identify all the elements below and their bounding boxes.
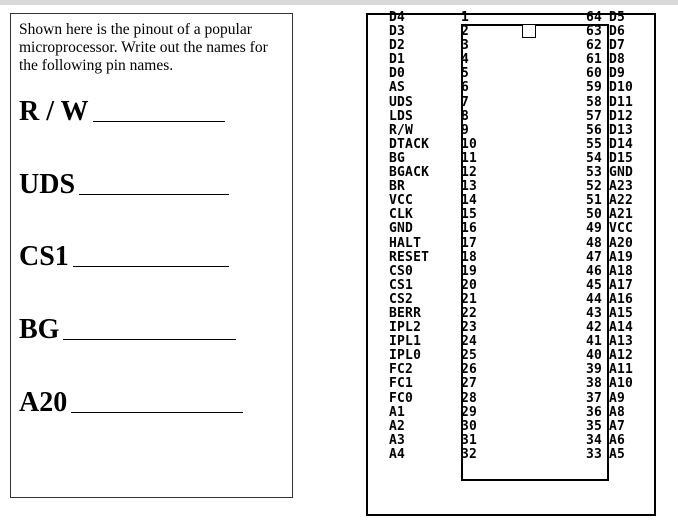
pin-number: 51 [585, 193, 602, 209]
pin-name: D11 [609, 94, 634, 110]
pin-number: 11 [461, 150, 478, 166]
pin-number: 48 [585, 235, 602, 251]
pin-number: 25 [461, 348, 478, 364]
answer-line[interactable] [71, 412, 243, 413]
pin-number: 6 [461, 80, 470, 96]
pin-name: A22 [609, 193, 634, 209]
pin-name: VCC [389, 193, 414, 209]
answer-line[interactable] [93, 121, 225, 122]
pin-name: A6 [609, 432, 626, 448]
pin-number: 26 [461, 362, 478, 378]
pin-label: CS1 [19, 241, 69, 272]
pin-number: 43 [585, 305, 602, 321]
pin-name: A21 [609, 207, 634, 223]
pin-name: IPL2 [389, 320, 422, 336]
pin-number: 9 [461, 122, 470, 138]
pin-number: 13 [461, 179, 478, 195]
pin-name: BR [389, 179, 406, 195]
pin-number: 42 [585, 320, 602, 336]
pin-number: 32 [461, 446, 478, 462]
pin-name: D7 [609, 38, 626, 54]
pin-number: 23 [461, 320, 478, 336]
pin-name: A20 [609, 235, 634, 251]
left-pin-numbers [461, 11, 491, 462]
pin-number: 59 [585, 80, 602, 96]
pin-name: FC2 [389, 362, 414, 378]
pin-number: 4 [461, 52, 470, 68]
pin-name: VCC [609, 221, 634, 237]
pin-name: D2 [389, 38, 406, 54]
pin-number: 57 [585, 108, 602, 124]
pin-name: DTACK [389, 136, 430, 152]
pin-number: 29 [461, 404, 478, 420]
pin-name: GND [609, 165, 634, 181]
pin-number: 14 [461, 193, 478, 209]
pin-number: 54 [585, 150, 602, 166]
pin-number: 37 [585, 390, 602, 406]
question-item-bg [19, 316, 236, 344]
pin-number: 60 [585, 66, 602, 82]
pin-name: A15 [609, 305, 634, 321]
pin-number: 2 [461, 24, 470, 40]
pin-number: 45 [585, 277, 602, 293]
pin-name: CS1 [389, 277, 414, 293]
pin-name: R/W [389, 122, 414, 138]
pin-number: 50 [585, 207, 602, 223]
pin-number: 22 [461, 305, 478, 321]
pin-number: 17 [461, 235, 478, 251]
question-item-a20 [19, 389, 243, 417]
answer-line[interactable] [63, 339, 236, 340]
pin-name: D12 [609, 108, 634, 124]
pin-name: FC1 [389, 376, 414, 392]
question-panel [10, 13, 293, 498]
pin-number: 7 [461, 94, 470, 110]
pin-number: 15 [461, 207, 478, 223]
pin-name: A5 [609, 446, 626, 462]
pin-name: IPL0 [389, 348, 422, 364]
pin-name: D15 [609, 150, 634, 166]
pin-name: A4 [389, 446, 406, 462]
pin-number: 3 [461, 38, 470, 54]
right-pin-numbers [576, 11, 602, 462]
pin-name: D1 [389, 52, 406, 68]
pin-name: A14 [609, 320, 634, 336]
pin-number: 58 [585, 94, 602, 110]
answer-line[interactable] [79, 194, 229, 195]
pin-name: RESET [389, 249, 430, 265]
pin-number: 27 [461, 376, 478, 392]
pin-name: A19 [609, 249, 634, 265]
pin-number: 52 [585, 179, 602, 195]
pin-name: BERR [389, 305, 422, 321]
pin-name: CLK [389, 207, 414, 223]
pin-number: 36 [585, 404, 602, 420]
pin-number: 35 [585, 418, 602, 434]
pin-name: GND [389, 221, 414, 237]
pin-name: A2 [389, 418, 406, 434]
pin-name: AS [389, 80, 406, 96]
pin-number: 56 [585, 122, 602, 138]
pin-number: 53 [585, 165, 602, 181]
pin-name: LDS [389, 108, 414, 124]
pin-number: 49 [585, 221, 602, 237]
pin-name: A13 [609, 334, 634, 350]
pin-number: 1 [461, 10, 470, 25]
pin-name: CS2 [389, 291, 414, 307]
pin-label: BG [19, 314, 60, 345]
question-item-uds [19, 171, 229, 199]
pin-label: R / W [19, 96, 89, 127]
pin-name: FC0 [389, 390, 414, 406]
pin-number: 28 [461, 390, 478, 406]
pin-number: 19 [461, 263, 478, 279]
pin-name: IPL1 [389, 334, 422, 350]
pin1-notch [522, 24, 536, 38]
pin-name: D13 [609, 122, 634, 138]
pin-number: 61 [585, 52, 602, 68]
answer-line[interactable] [73, 266, 229, 267]
pin-name: A17 [609, 277, 634, 293]
question-item-rw [19, 98, 225, 126]
pin-number: 16 [461, 221, 478, 237]
pin-number: 5 [461, 66, 470, 82]
pin-number: 10 [461, 136, 478, 152]
pin-number: 30 [461, 418, 478, 434]
pin-number: 31 [461, 432, 478, 448]
pin-name: A23 [609, 179, 634, 195]
pin-name: D6 [609, 24, 626, 40]
instructions-text: Shown here is the pinout of a popular microprocessor. Write out the names for the following pin names. [19, 21, 268, 74]
top-divider [0, 0, 678, 5]
pin-name: A7 [609, 418, 626, 434]
pin-number: 64 [585, 10, 602, 25]
pin-number: 55 [585, 136, 602, 152]
pin-number: 63 [585, 24, 602, 40]
pin-name: BGACK [389, 165, 430, 181]
pin-number: 47 [585, 249, 602, 265]
right-pin-names [609, 11, 653, 462]
pin-name: A3 [389, 432, 406, 448]
pin-number: 39 [585, 362, 602, 378]
pin-number: 46 [585, 263, 602, 279]
pin-name: A8 [609, 404, 626, 420]
pin-number: 12 [461, 165, 478, 181]
pin-name: D5 [609, 10, 626, 25]
pin-number: 38 [585, 376, 602, 392]
pin-number: 33 [585, 446, 602, 462]
pin-number: 18 [461, 249, 478, 265]
pin-number: 20 [461, 277, 478, 293]
pin-name: D10 [609, 80, 634, 96]
pin-number: 40 [585, 348, 602, 364]
pin-name: A11 [609, 362, 634, 378]
pin-label: A20 [19, 387, 68, 418]
pin-number: 34 [585, 432, 602, 448]
pin-name: D8 [609, 52, 626, 68]
pin-name: D4 [389, 10, 406, 25]
pin-name: D9 [609, 66, 626, 82]
pin-name: CS0 [389, 263, 414, 279]
pin-number: 8 [461, 108, 470, 124]
pin-number: 44 [585, 291, 602, 307]
pin-name: D3 [389, 24, 406, 40]
pin-number: 62 [585, 38, 602, 54]
pin-name: A9 [609, 390, 626, 406]
left-pin-names [389, 11, 459, 462]
pin-name: A16 [609, 291, 634, 307]
pin-name: UDS [389, 94, 414, 110]
pin-number: 24 [461, 334, 478, 350]
pin-number: 21 [461, 291, 478, 307]
pin-label: UDS [19, 169, 76, 200]
pin-name: A1 [389, 404, 406, 420]
pin-name: A12 [609, 348, 634, 364]
pin-name: A10 [609, 376, 634, 392]
pin-name: A18 [609, 263, 634, 279]
pin-name: BG [389, 150, 406, 166]
pin-name: HALT [389, 235, 422, 251]
question-item-cs1 [19, 243, 229, 271]
pin-number: 41 [585, 334, 602, 350]
pin-name: D0 [389, 66, 406, 82]
pin-name: D14 [609, 136, 634, 152]
